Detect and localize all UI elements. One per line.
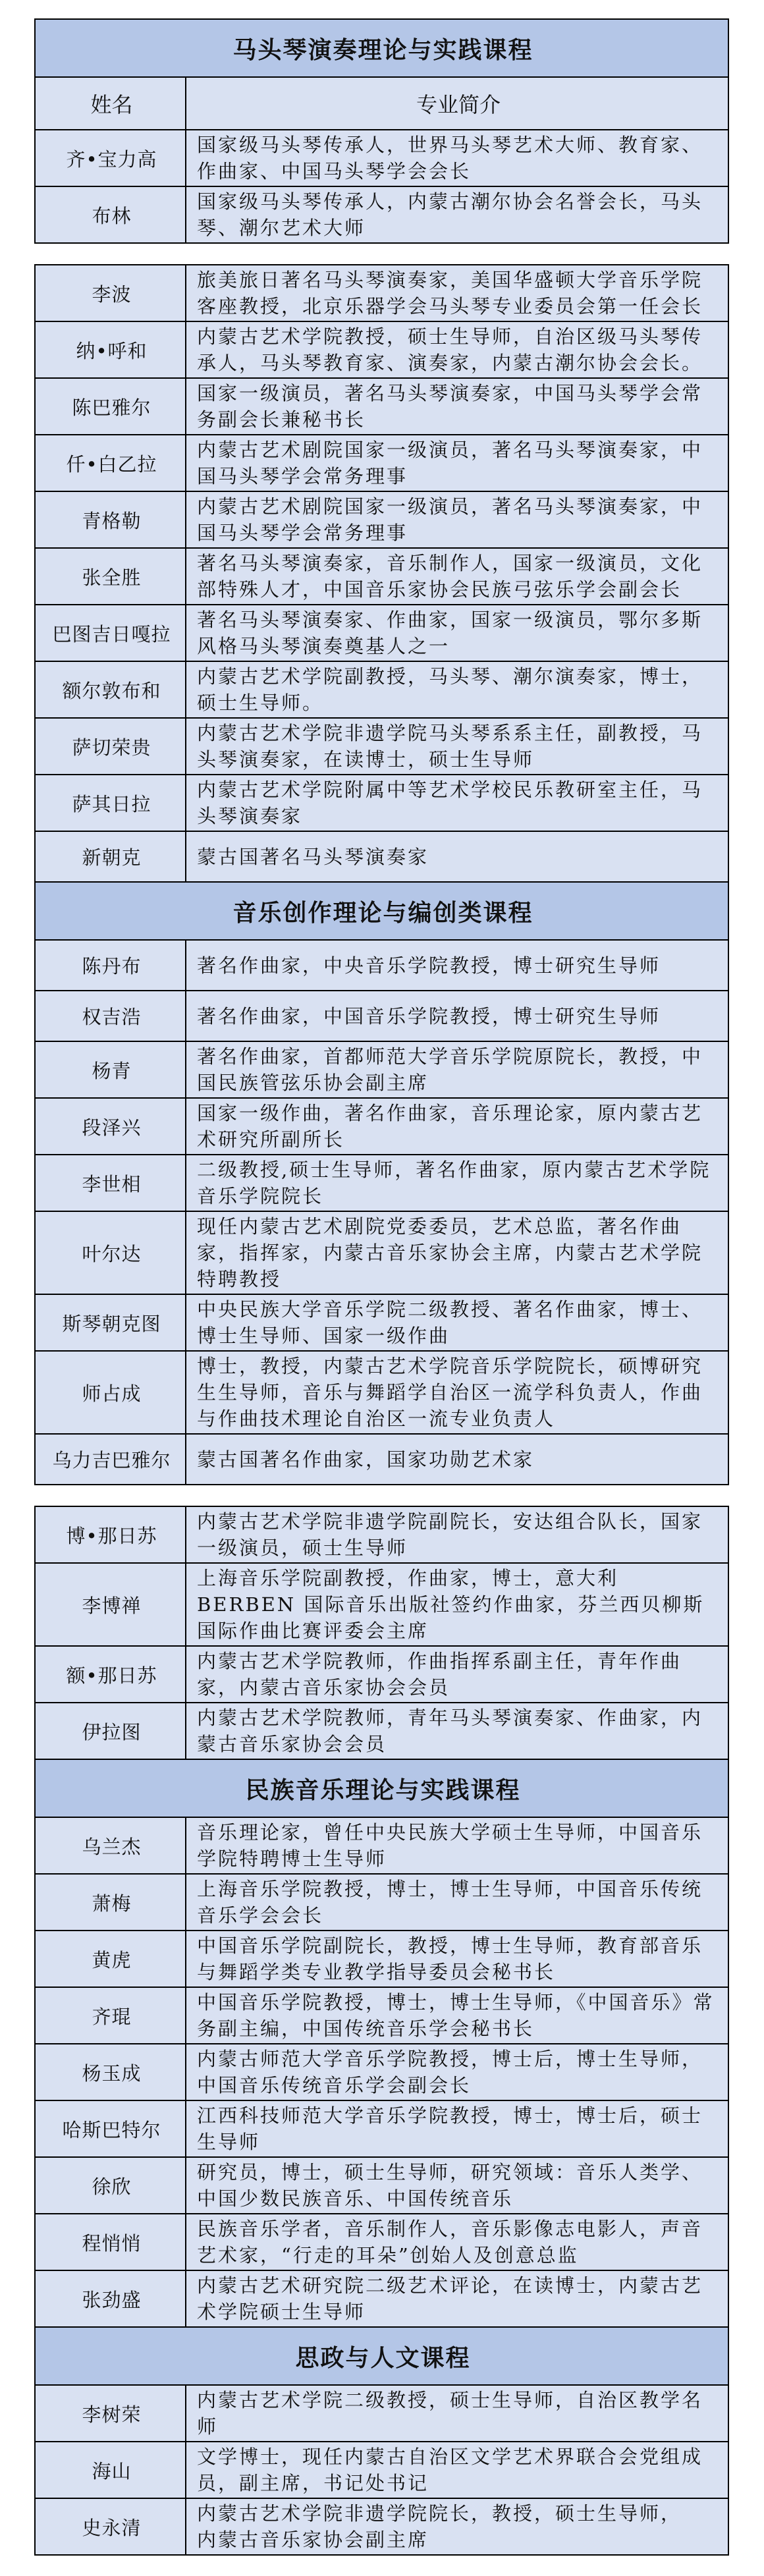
- teacher-name: 徐欣: [35, 2157, 186, 2214]
- table-row: [35, 2100, 728, 2157]
- teacher-profile: 内蒙古艺术学院教师，青年马头琴演奏家、作曲家，内蒙古音乐家协会会员: [186, 1703, 728, 1759]
- table-row: [35, 1211, 728, 1294]
- teacher-name: 张劲盛: [35, 2270, 186, 2327]
- teacher-profile: 蒙古国著名作曲家，国家功勋艺术家: [186, 1434, 728, 1485]
- teacher-name: 陈丹布: [35, 940, 186, 991]
- teacher-profile: 内蒙古艺术研究院二级艺术评论，在读博士，内蒙古艺术学院硕士生导师: [186, 2270, 728, 2327]
- table-row: [35, 2214, 728, 2270]
- teacher-name: 李树荣: [35, 2385, 186, 2442]
- table-row: [35, 2044, 728, 2100]
- table-row: [35, 1434, 728, 1485]
- teacher-name: 李博禅: [35, 1563, 186, 1646]
- teacher-name: 权吉浩: [35, 991, 186, 1041]
- teacher-profile: 内蒙古艺术剧院国家一级演员，著名马头琴演奏家，中国马头琴学会常务理事: [186, 435, 728, 491]
- teacher-name: 杨青: [35, 1041, 186, 1098]
- teacher-name: 额•那日苏: [35, 1646, 186, 1703]
- faculty-table: [34, 18, 729, 244]
- teacher-name: 萧梅: [35, 1874, 186, 1931]
- teacher-profile: 内蒙古艺术学院教授，硕士生导师，自治区级马头琴传承人，马头琴教育家、演奏家，内蒙古潮尔协会会长。: [186, 321, 728, 378]
- teacher-profile: 蒙古国著名马头琴演奏家: [186, 831, 728, 882]
- section-title: 思政与人文课程: [35, 2327, 728, 2385]
- teacher-name: 齐•宝力高: [35, 130, 186, 186]
- table-row: [35, 2385, 728, 2442]
- teacher-profile: 内蒙古艺术剧院国家一级演员，著名马头琴演奏家，中国马头琴学会常务理事: [186, 491, 728, 548]
- teacher-name: 博•那日苏: [35, 1506, 186, 1563]
- table-row: [35, 1931, 728, 1987]
- table-row: [35, 491, 728, 548]
- teacher-name: 额尔敦布和: [35, 661, 186, 718]
- teacher-name: 史永清: [35, 2498, 186, 2555]
- table-row: [35, 1155, 728, 1211]
- teacher-name: 黄虎: [35, 1931, 186, 1987]
- table-row: [35, 2442, 728, 2498]
- teacher-profile: 内蒙古艺术学院非遗学院院长，教授，硕士生导师， 内蒙古音乐家协会副主席: [186, 2498, 728, 2555]
- teacher-name: 乌力吉巴雅尔: [35, 1434, 186, 1485]
- teacher-profile: 内蒙古艺术学院副教授，马头琴、潮尔演奏家，博士，硕士生导师。: [186, 661, 728, 718]
- teacher-profile: 国家一级演员，著名马头琴演奏家，中国马头琴学会常务副会长兼秘书长: [186, 378, 728, 435]
- table-row: [35, 991, 728, 1041]
- teacher-profile: 著名马头琴演奏家，音乐制作人，国家一级演员，文化部特殊人才，中国音乐家协会民族弓弦乐学会副会长: [186, 548, 728, 605]
- section-title: 马头琴演奏理论与实践课程: [35, 19, 728, 77]
- faculty-table: [34, 1506, 729, 2556]
- table-row: [35, 718, 728, 775]
- table-row: [35, 940, 728, 991]
- table-row: [35, 435, 728, 491]
- teacher-profile: 内蒙古师范大学音乐学院教授，博士后，博士生导师，中国音乐传统音乐学会副会长: [186, 2044, 728, 2100]
- teacher-name: 李波: [35, 265, 186, 321]
- teacher-profile: 二级教授,硕士生导师，著名作曲家，原内蒙古艺术学院音乐学院院长: [186, 1155, 728, 1211]
- teacher-profile: 上海音乐学院教授，博士，博士生导师，中国音乐传统音乐学会会长: [186, 1874, 728, 1931]
- teacher-name: 仟•白乙拉: [35, 435, 186, 491]
- faculty-table: [34, 264, 729, 1485]
- teacher-name: 纳•呼和: [35, 321, 186, 378]
- table-row: [35, 1987, 728, 2044]
- teacher-name: 乌兰杰: [35, 1817, 186, 1874]
- teacher-profile: 中央民族大学音乐学院二级教授、著名作曲家，博士、博士生导师、国家一级作曲: [186, 1294, 728, 1351]
- teacher-name: 杨玉成: [35, 2044, 186, 2100]
- table-row: [35, 1041, 728, 1098]
- teacher-profile: 博士，教授，内蒙古艺术学院音乐学院院长，硕博研究生生导师，音乐与舞蹈学自治区一流学科负责人，作曲与作曲技术理论自治区一流专业负责人: [186, 1351, 728, 1434]
- teacher-name: 萨其日拉: [35, 775, 186, 831]
- teacher-profile: 中国音乐学院副院长，教授，博士生导师，教育部音乐与舞蹈学类专业教学指导委员会秘书长: [186, 1931, 728, 1987]
- table-row: [35, 548, 728, 605]
- teacher-name: 新朝克: [35, 831, 186, 882]
- table-row: [35, 1506, 728, 1563]
- table-row: [35, 2498, 728, 2555]
- teacher-profile: 国家级马头琴传承人，内蒙古潮尔协会名誉会长，马头琴、潮尔艺术大师: [186, 186, 728, 243]
- table-row: [35, 1294, 728, 1351]
- teacher-name: 青格勒: [35, 491, 186, 548]
- teacher-profile: 研究员，博士，硕士生导师，研究领域：音乐人类学、中国少数民族音乐、中国传统音乐: [186, 2157, 728, 2214]
- teacher-profile: 著名作曲家，首都师范大学音乐学院原院长，教授，中国民族管弦乐协会副主席: [186, 1041, 728, 1098]
- teacher-profile: 民族音乐学者，音乐制作人，音乐影像志电影人，声音艺术家，“行走的耳朵”创始人及创意总监: [186, 2214, 728, 2270]
- table-row: [35, 130, 728, 186]
- table-row: [35, 1563, 728, 1646]
- teacher-name: 师占成: [35, 1351, 186, 1434]
- teacher-profile: 旅美旅日著名马头琴演奏家，美国华盛顿大学音乐学院客座教授，北京乐器学会马头琴专业委员会第一任会长: [186, 265, 728, 321]
- table-row: [35, 378, 728, 435]
- table-row: [35, 1703, 728, 1759]
- teacher-profile: 上海音乐学院副教授，作曲家，博士，意大利 BERBEN 国际音乐出版社签约作曲家，芬兰西贝柳斯国际作曲比赛评委会主席: [186, 1563, 728, 1646]
- table-row: [35, 775, 728, 831]
- table-row: [35, 2157, 728, 2214]
- teacher-name: 伊拉图: [35, 1703, 186, 1759]
- teacher-profile: 音乐理论家，曾任中央民族大学硕士生导师，中国音乐学院特聘博士生导师: [186, 1817, 728, 1874]
- teacher-profile: 国家一级作曲，著名作曲家，音乐理论家，原内蒙古艺术研究所副所长: [186, 1098, 728, 1155]
- teacher-profile: 内蒙古艺术学院非遗学院马头琴系系主任，副教授，马头琴演奏家，在读博士，硕士生导师: [186, 718, 728, 775]
- table-row: [35, 1646, 728, 1703]
- column-header-profile: 专业简介: [186, 77, 728, 130]
- teacher-name: 齐琨: [35, 1987, 186, 2044]
- table-row: [35, 1351, 728, 1434]
- teacher-profile: 著名作曲家，中央音乐学院教授，博士研究生导师: [186, 940, 728, 991]
- teacher-profile: 内蒙古艺术学院附属中等艺术学校民乐教研室主任，马头琴演奏家: [186, 775, 728, 831]
- teacher-name: 李世相: [35, 1155, 186, 1211]
- teacher-name: 程悄悄: [35, 2214, 186, 2270]
- column-header-name: 姓名: [35, 77, 186, 130]
- teacher-name: 布林: [35, 186, 186, 243]
- table-row: [35, 2270, 728, 2327]
- teacher-name: 哈斯巴特尔: [35, 2100, 186, 2157]
- table-row: [35, 265, 728, 321]
- teacher-name: 巴图吉日嘎拉: [35, 605, 186, 661]
- table-row: [35, 321, 728, 378]
- table-row: [35, 1098, 728, 1155]
- section-title: 音乐创作理论与编创类课程: [35, 882, 728, 940]
- teacher-name: 陈巴雅尔: [35, 378, 186, 435]
- teacher-name: 叶尔达: [35, 1211, 186, 1294]
- teacher-profile: 国家级马头琴传承人，世界马头琴艺术大师、教育家、作曲家、中国马头琴学会会长: [186, 130, 728, 186]
- teacher-profile: 中国音乐学院教授，博士，博士生导师，《中国音乐》常务副主编，中国传统音乐学会秘书长: [186, 1987, 728, 2044]
- teacher-name: 段泽兴: [35, 1098, 186, 1155]
- teacher-profile: 内蒙古艺术学院教师，作曲指挥系副主任，青年作曲家，内蒙古音乐家协会会员: [186, 1646, 728, 1703]
- table-row: [35, 1817, 728, 1874]
- table-row: [35, 186, 728, 243]
- teacher-profile: 内蒙古艺术学院非遗学院副院长，安达组合队长，国家一级演员，硕士生导师: [186, 1506, 728, 1563]
- teacher-profile: 江西科技师范大学音乐学院教授，博士，博士后，硕士生导师: [186, 2100, 728, 2157]
- table-row: [35, 605, 728, 661]
- teacher-name: 张全胜: [35, 548, 186, 605]
- section-title: 民族音乐理论与实践课程: [35, 1759, 728, 1817]
- teacher-profile: 著名作曲家，中国音乐学院教授，博士研究生导师: [186, 991, 728, 1041]
- table-row: [35, 661, 728, 718]
- teacher-name: 萨切荣贵: [35, 718, 186, 775]
- teacher-profile: 现任内蒙古艺术剧院党委委员，艺术总监，著名作曲家，指挥家，内蒙古音乐家协会主席，内蒙古艺术学院特聘教授: [186, 1211, 728, 1294]
- teacher-profile: 文学博士，现任内蒙古自治区文学艺术界联合会党组成员，副主席，书记处书记: [186, 2442, 728, 2498]
- table-row: [35, 831, 728, 882]
- teacher-profile: 著名马头琴演奏家、作曲家，国家一级演员，鄂尔多斯风格马头琴演奏奠基人之一: [186, 605, 728, 661]
- teacher-name: 斯琴朝克图: [35, 1294, 186, 1351]
- table-row: [35, 1874, 728, 1931]
- teacher-profile: 内蒙古艺术学院二级教授，硕士生导师，自治区教学名师: [186, 2385, 728, 2442]
- teacher-name: 海山: [35, 2442, 186, 2498]
